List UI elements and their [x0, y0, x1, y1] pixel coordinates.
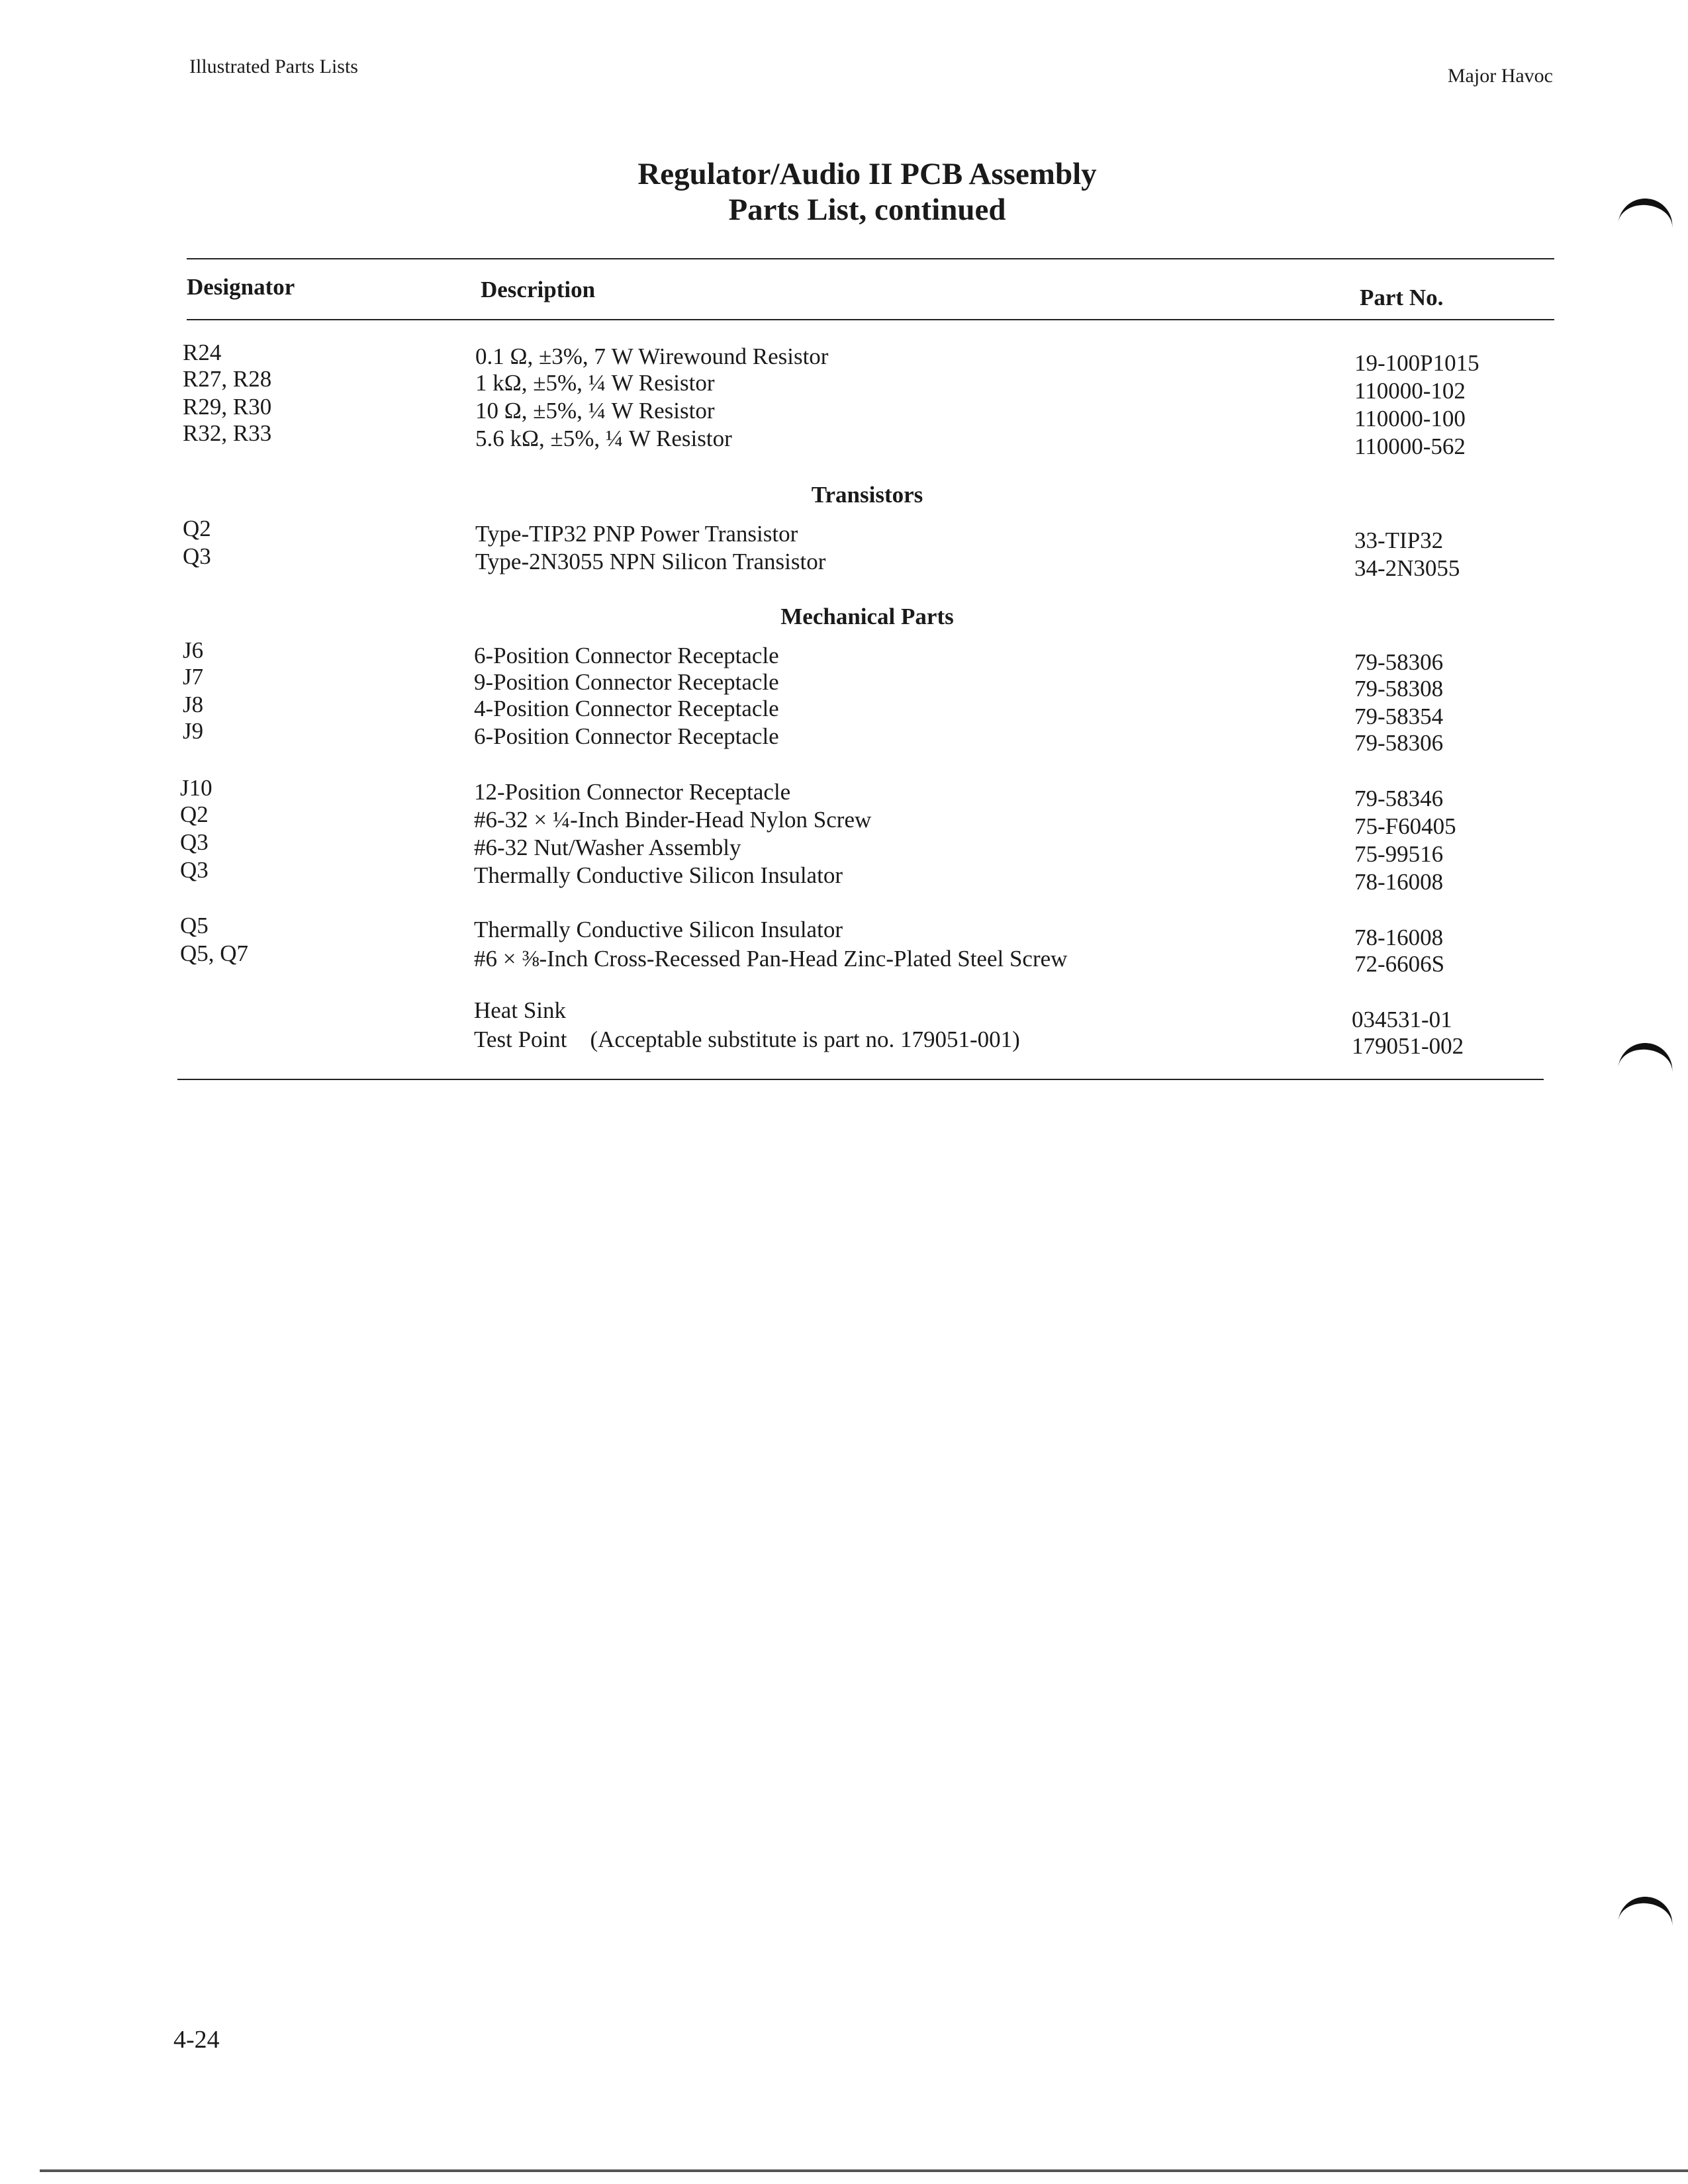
row-part-no: 79-58306 [1354, 730, 1444, 756]
row-description: 1 kΩ, ±5%, ¼ W Resistor [475, 370, 715, 396]
header-rule [187, 319, 1554, 320]
row-designator: J8 [183, 692, 204, 717]
section-heading-mechanical: Mechanical Parts [780, 604, 954, 629]
row-description: Thermally Conductive Silicon Insulator [474, 917, 843, 942]
column-header-part-no: Part No. [1360, 285, 1444, 310]
row-designator: Q3 [180, 829, 209, 855]
row-description: 9-Position Connector Receptacle [474, 669, 779, 695]
row-designator: Q5 [180, 913, 209, 938]
bottom-rule [177, 1079, 1544, 1080]
row-description: #6 × ⅜-Inch Cross-Recessed Pan-Head Zinc-Plated Steel Screw [474, 946, 1068, 972]
column-header-description: Description [481, 277, 596, 302]
row-description: 10 Ω, ±5%, ¼ W Resistor [475, 398, 715, 424]
row-designator: R24 [183, 340, 222, 365]
title-line-2: Parts List, continued [728, 193, 1006, 227]
top-rule [187, 258, 1554, 259]
row-designator: J10 [180, 775, 212, 801]
row-description: 5.6 kΩ, ±5%, ¼ W Resistor [475, 426, 732, 451]
row-description: #6-32 Nut/Washer Assembly [474, 835, 741, 860]
page-title [0, 156, 1688, 228]
row-description: Thermally Conductive Silicon Insulator [474, 862, 843, 888]
row-part-no: 34-2N3055 [1354, 555, 1460, 581]
row-part-no: 75-F60405 [1354, 813, 1456, 839]
row-designator: Q3 [183, 543, 211, 569]
row-part-no: 110000-102 [1354, 378, 1466, 404]
row-designator: J9 [183, 718, 204, 744]
row-description: 0.1 Ω, ±3%, 7 W Wirewound Resistor [475, 343, 829, 369]
page-number: 4-24 [173, 2026, 220, 2054]
row-part-no: 72-6606S [1354, 951, 1445, 977]
row-description: 6-Position Connector Receptacle [474, 643, 779, 668]
column-header-designator: Designator [187, 274, 295, 300]
row-designator: Q2 [180, 801, 209, 827]
row-designator: Q2 [183, 516, 211, 541]
row-part-no: 79-58306 [1354, 649, 1444, 675]
running-header-left: Illustrated Parts Lists [189, 56, 358, 77]
row-part-no: 79-58354 [1354, 704, 1444, 729]
row-part-no: 79-58346 [1354, 786, 1444, 811]
title-line-1: Regulator/Audio II PCB Assembly [637, 157, 1097, 191]
row-part-no: 78-16008 [1354, 925, 1444, 950]
row-designator: R27, R28 [183, 366, 272, 392]
row-description: Type-2N3055 NPN Silicon Transistor [475, 549, 826, 574]
row-part-no: 179051-002 [1352, 1033, 1464, 1059]
row-designator: Q5, Q7 [180, 940, 249, 966]
row-part-no: 75-99516 [1354, 841, 1444, 867]
row-part-no: 79-58308 [1354, 676, 1444, 702]
binder-hole-middle [1618, 1040, 1675, 1079]
row-description: Type-TIP32 PNP Power Transistor [475, 521, 798, 547]
row-description: #6-32 × ¼-Inch Binder-Head Nylon Screw [474, 807, 872, 833]
running-header-right: Major Havoc [1447, 65, 1553, 87]
row-part-no: 034531-01 [1352, 1007, 1452, 1032]
row-designator: J7 [183, 664, 204, 690]
binder-hole-bottom [1618, 1894, 1675, 1933]
row-description: Test Point (Acceptable substitute is part no. 179051-001) [474, 1026, 1020, 1052]
row-part-no: 33-TIP32 [1354, 527, 1444, 553]
row-part-no: 19-100P1015 [1354, 350, 1479, 376]
row-designator: Q3 [180, 857, 209, 883]
row-description: Heat Sink [474, 997, 567, 1023]
row-designator: R29, R30 [183, 394, 272, 420]
row-description: 6-Position Connector Receptacle [474, 723, 779, 749]
row-description: 12-Position Connector Receptacle [474, 779, 791, 805]
row-part-no: 110000-562 [1354, 433, 1466, 459]
row-part-no: 110000-100 [1354, 406, 1466, 432]
row-part-no: 78-16008 [1354, 869, 1444, 895]
row-designator: R32, R33 [183, 420, 272, 446]
row-description: 4-Position Connector Receptacle [474, 696, 779, 721]
page-bottom-edge [40, 2169, 1688, 2172]
row-designator: J6 [183, 637, 204, 663]
section-heading-transistors: Transistors [811, 482, 923, 508]
